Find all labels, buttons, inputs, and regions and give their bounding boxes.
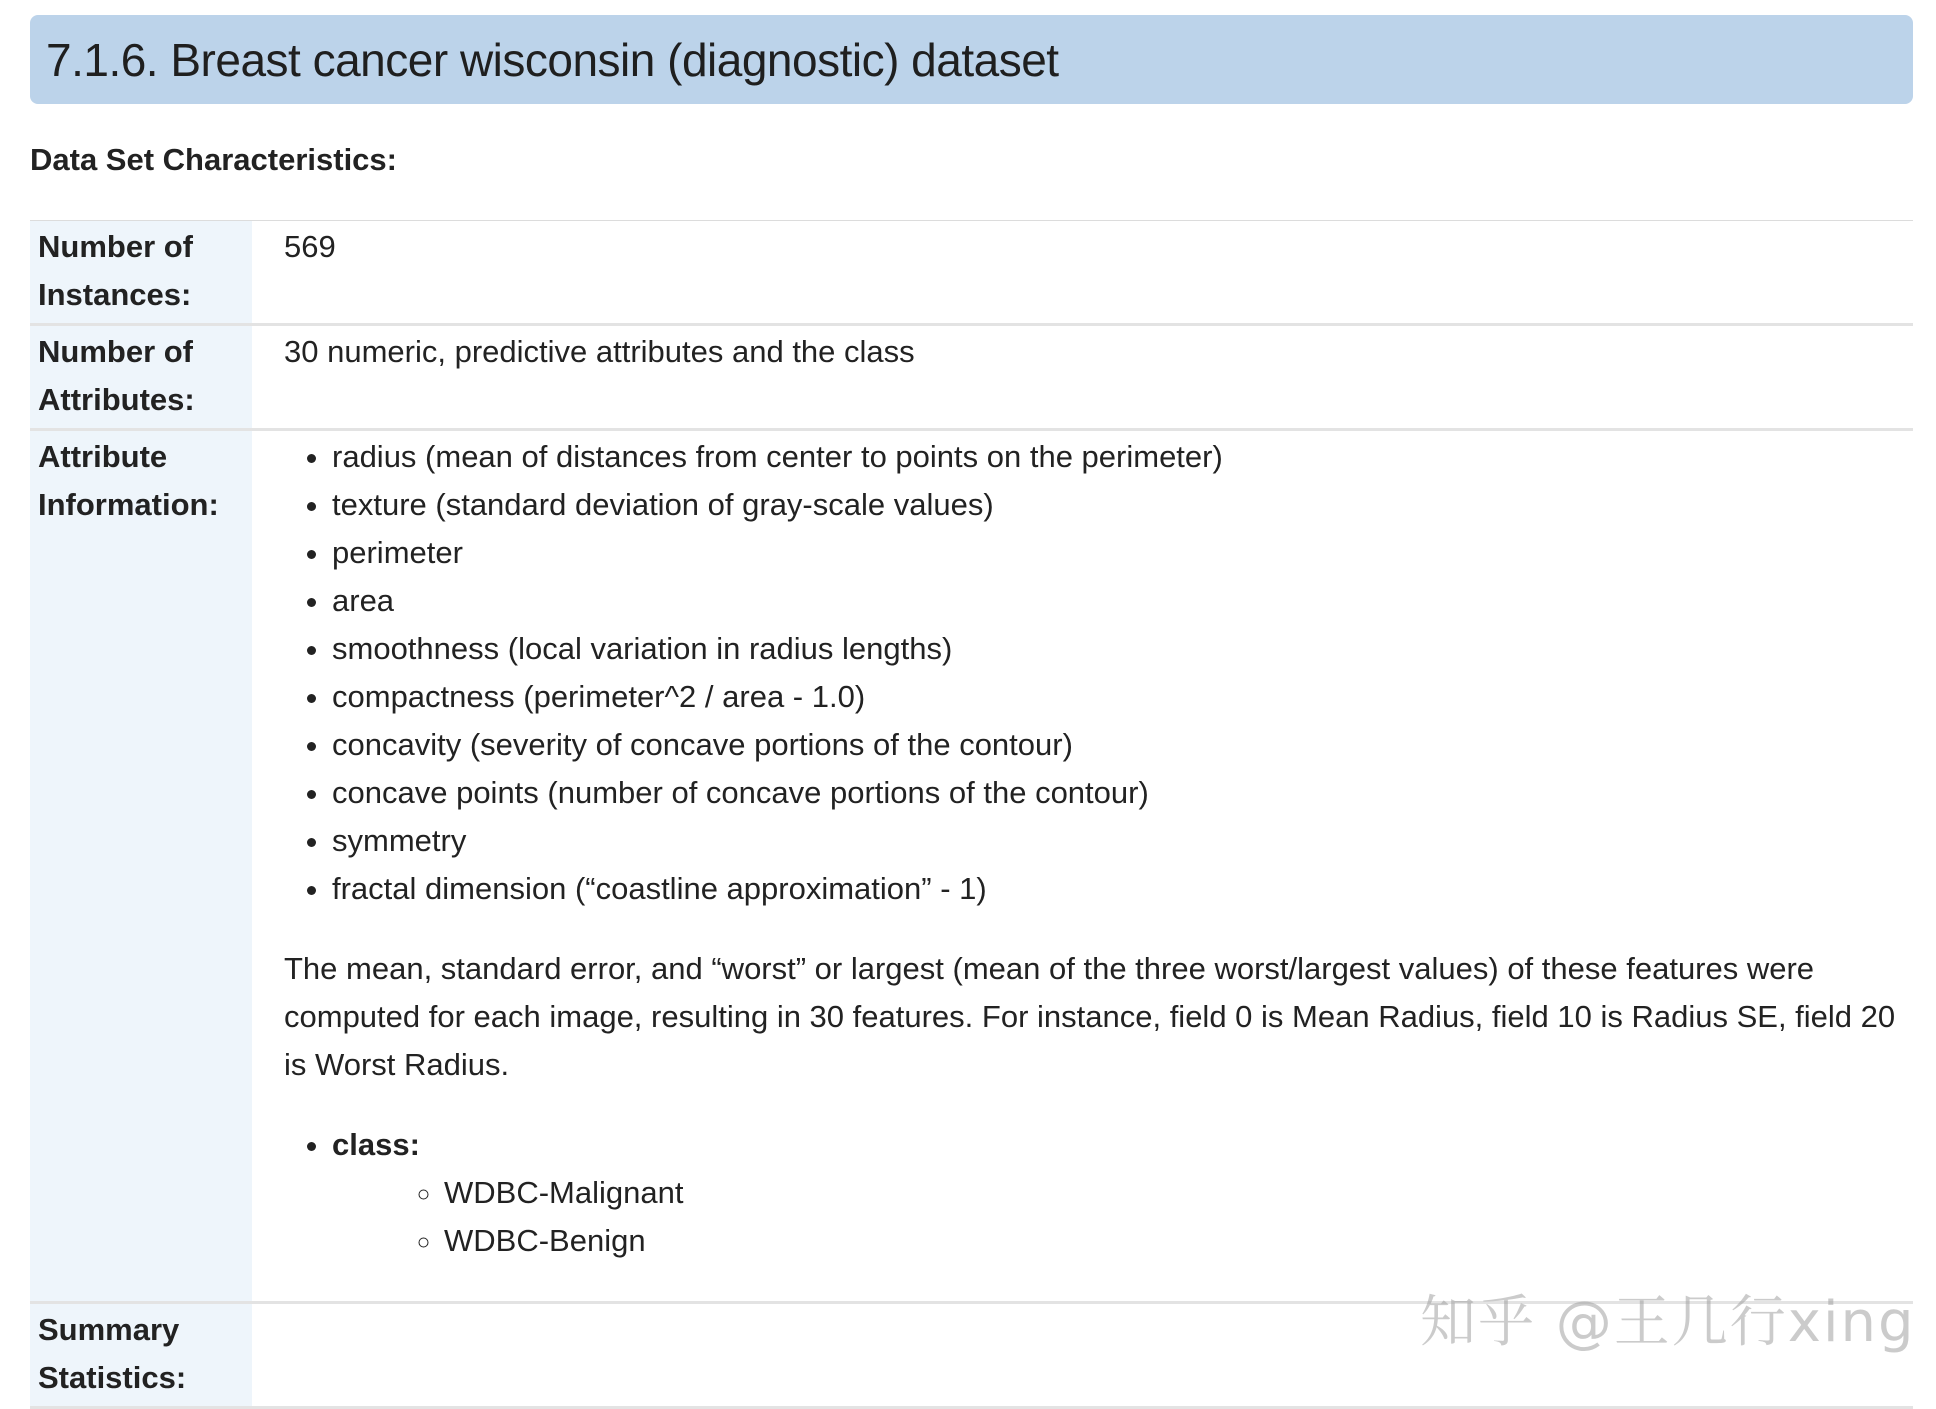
summary-value [252,1303,1913,1408]
features-paragraph: The mean, standard error, and “worst” or largest (mean of the three worst/largest values) of these features were computed for each image, resulting in 30 features. For instance, field 0 is Mean Radius, field 10 is Radius SE, field 20 is Worst Radius. [284,951,1896,1082]
class-label: class: [332,1127,420,1162]
characteristics-table [30,220,1913,1409]
attributes-label: Number of Attributes: [30,325,252,430]
instances-label: Number of Instances: [30,221,252,325]
watermark: 知乎 @王几行xing [1420,1290,1916,1355]
class-values [332,1169,1913,1265]
table-row [30,430,1913,1303]
list-item: • fractal dimension (“coastline approximation” - 1) [332,865,1913,913]
instances-value: 569 [284,229,336,264]
list-item: • radius (mean of distances from center to points on the perimeter) [332,433,1913,481]
list-item: • concavity (severity of concave portions of the contour) [332,721,1913,769]
class-item [332,1121,1913,1265]
attribute-list [284,433,1913,913]
list-item: • smoothness (local variation in radius lengths) [332,625,1913,673]
summary-label: Summary Statistics: [30,1303,252,1408]
list-item: • concave points (number of concave portions of the contour) [332,769,1913,817]
table-row [30,1303,1913,1408]
characteristics-heading: Data Set Characteristics: [30,142,397,177]
section-title: 7.1.6. Breast cancer wisconsin (diagnostic) dataset [46,33,1059,86]
section-title-bar [30,15,1913,104]
list-item: ◦ WDBC-Benign [444,1217,1913,1265]
table-row [30,221,1913,325]
attributes-value: 30 numeric, predictive attributes and the class [284,334,915,369]
page [30,15,1913,1409]
list-item: ◦ WDBC-Malignant [444,1169,1913,1217]
attribute-info-label: Attribute Information: [30,430,252,1303]
class-list [284,1121,1913,1265]
list-item: • perimeter [332,529,1913,577]
list-item: • compactness (perimeter^2 / area - 1.0) [332,673,1913,721]
list-item: • symmetry [332,817,1913,865]
list-item: • area [332,577,1913,625]
attribute-info-cell [252,430,1913,1303]
list-item: • texture (standard deviation of gray-scale values) [332,481,1913,529]
table-row [30,325,1913,430]
